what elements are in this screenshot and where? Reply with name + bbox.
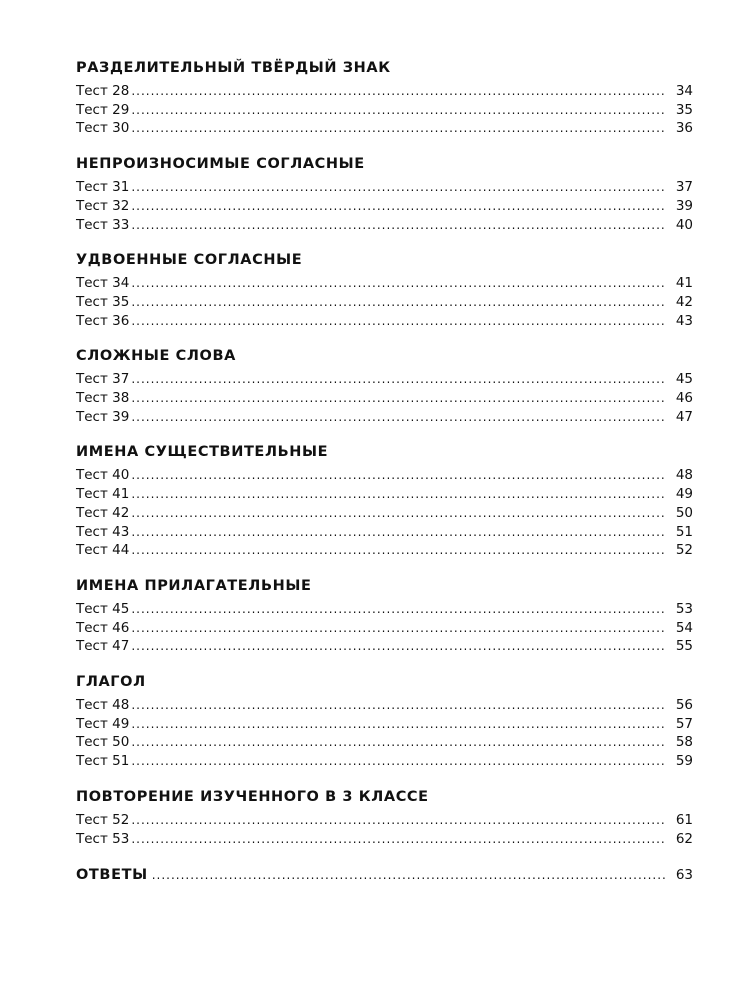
entry-page-number: 58 <box>675 734 693 751</box>
entry-page-number: 34 <box>675 83 693 99</box>
toc-entry[interactable] <box>76 752 693 771</box>
entry-page-number: 36 <box>675 120 693 137</box>
entry-label: Тест 32 <box>76 197 130 214</box>
entry-label: Тест 47 <box>76 638 130 655</box>
entry-page-number: 40 <box>675 216 693 233</box>
entry-label: Тест 41 <box>76 486 130 503</box>
entry-label: Тест 43 <box>76 523 130 540</box>
entry-label: Тест 29 <box>76 101 130 118</box>
toc-entry[interactable] <box>76 696 693 715</box>
dot-leader <box>131 274 667 293</box>
section-title: РАЗДЕЛИТЕЛЬНЫЙ ТВЁРДЫЙ ЗНАК <box>76 60 391 76</box>
toc-entry[interactable] <box>76 619 693 638</box>
entry-page-number: 47 <box>675 408 693 425</box>
dot-leader <box>131 637 667 656</box>
entry-page-number: 42 <box>675 293 693 310</box>
dot-leader <box>131 466 667 485</box>
dot-leader <box>131 312 667 331</box>
toc-entry[interactable] <box>76 466 693 485</box>
entry-page-number: 59 <box>675 753 693 770</box>
toc-section <box>76 250 693 330</box>
dot-leader <box>131 619 667 638</box>
entry-label: Тест 45 <box>76 600 130 617</box>
section-title: УДВОЕННЫЕ СОГЛАСНЫЕ <box>76 252 303 269</box>
dot-leader <box>131 389 667 408</box>
entry-page-number: 61 <box>675 811 693 828</box>
entry-label: Тест 30 <box>76 120 130 137</box>
toc-entry[interactable] <box>76 485 693 504</box>
dot-leader <box>131 752 667 771</box>
toc-entry[interactable] <box>76 541 693 560</box>
entry-label: Тест 39 <box>76 408 130 425</box>
entry-page-number: 52 <box>675 542 693 559</box>
dot-leader <box>131 216 667 235</box>
entry-page-number: 41 <box>675 275 693 292</box>
entry-page-number: 62 <box>675 830 693 847</box>
answers-page-number: 63 <box>675 867 693 884</box>
dot-leader <box>131 293 667 312</box>
entry-page-number: 51 <box>675 523 693 540</box>
dot-leader <box>131 178 667 197</box>
toc-entry[interactable] <box>76 811 693 830</box>
entry-page-number: 57 <box>675 715 693 732</box>
entry-page-number: 55 <box>675 638 693 655</box>
toc-entry[interactable] <box>76 830 693 849</box>
entry-page-number: 53 <box>675 600 693 617</box>
dot-leader <box>131 696 667 715</box>
dot-leader <box>131 523 667 542</box>
toc-entry[interactable] <box>76 293 693 312</box>
dot-leader <box>131 485 667 504</box>
entry-page-number: 49 <box>675 486 693 503</box>
toc-answers-row[interactable] <box>76 864 693 883</box>
entry-label: Тест 38 <box>76 390 130 407</box>
section-title: ПОВТОРЕНИЕ ИЗУЧЕННОГО В 3 КЛАССЕ <box>76 788 429 805</box>
dot-leader <box>131 504 667 523</box>
table-of-contents <box>76 58 693 883</box>
entry-page-number: 50 <box>675 504 693 521</box>
toc-entry[interactable] <box>76 119 693 138</box>
entry-label: Тест 44 <box>76 542 130 559</box>
toc-entry[interactable] <box>76 216 693 235</box>
entry-label: Тест 31 <box>76 179 130 196</box>
dot-leader <box>131 101 667 120</box>
dot-leader <box>131 600 667 619</box>
entry-label: Тест 40 <box>76 467 130 484</box>
section-title: ИМЕНА СУЩЕСТВИТЕЛЬНЫЕ <box>76 444 329 461</box>
dot-leader <box>131 119 667 138</box>
toc-entry[interactable] <box>76 197 693 216</box>
answers-title: ОТВЕТЫ <box>76 867 148 884</box>
toc-section <box>76 672 693 771</box>
entry-page-number: 56 <box>675 697 693 714</box>
section-title: НЕПРОИЗНОСИМЫЕ СОГЛАСНЫЕ <box>76 156 365 173</box>
entry-label: Тест 34 <box>76 275 130 292</box>
entry-label: Тест 35 <box>76 293 130 310</box>
toc-entry[interactable] <box>76 389 693 408</box>
toc-entry[interactable] <box>76 523 693 542</box>
entry-page-number: 39 <box>675 197 693 214</box>
toc-entry[interactable] <box>76 178 693 197</box>
entry-page-number: 46 <box>675 390 693 407</box>
entry-label: Тест 48 <box>76 697 130 714</box>
section-title: ГЛАГОЛ <box>76 674 146 691</box>
entry-page-number: 48 <box>675 467 693 484</box>
entry-page-number: 35 <box>675 101 693 118</box>
entry-label: Тест 28 <box>76 83 130 99</box>
toc-entry[interactable] <box>76 408 693 427</box>
toc-entry[interactable] <box>76 600 693 619</box>
toc-section <box>76 154 693 234</box>
entry-label: Тест 42 <box>76 504 130 521</box>
dot-leader <box>131 541 667 560</box>
dot-leader <box>131 197 667 216</box>
entry-page-number: 43 <box>675 312 693 329</box>
entry-label: Тест 52 <box>76 811 130 828</box>
entry-label: Тест 37 <box>76 371 130 388</box>
toc-sections <box>76 58 693 848</box>
toc-entry[interactable] <box>76 370 693 389</box>
dot-leader <box>131 370 667 389</box>
section-title: ИМЕНА ПРИЛАГАТЕЛЬНЫЕ <box>76 577 312 594</box>
toc-entry[interactable] <box>76 715 693 734</box>
dot-leader <box>131 733 667 752</box>
dot-leader <box>131 715 667 734</box>
dot-leader <box>131 830 667 849</box>
toc-entry[interactable] <box>76 101 693 120</box>
entry-label: Тест 51 <box>76 753 130 770</box>
dot-leader <box>131 82 667 101</box>
toc-entry[interactable] <box>76 733 693 752</box>
entry-page-number: 37 <box>675 179 693 196</box>
toc-section <box>76 58 693 138</box>
entry-label: Тест 50 <box>76 734 130 751</box>
dot-leader <box>152 864 667 883</box>
section-title: СЛОЖНЫЕ СЛОВА <box>76 348 236 365</box>
toc-section <box>76 576 693 656</box>
dot-leader <box>131 408 667 427</box>
entry-label: Тест 49 <box>76 715 130 732</box>
entry-label: Тест 46 <box>76 619 130 636</box>
toc-entry[interactable] <box>76 312 693 331</box>
toc-section <box>76 442 693 560</box>
toc-entry[interactable] <box>76 504 693 523</box>
toc-section <box>76 787 693 848</box>
entry-label: Тест 33 <box>76 216 130 233</box>
toc-entry[interactable] <box>76 274 693 293</box>
toc-entry[interactable] <box>76 637 693 656</box>
dot-leader <box>131 811 667 830</box>
toc-section <box>76 346 693 426</box>
entry-label: Тест 36 <box>76 312 130 329</box>
entry-page-number: 54 <box>675 619 693 636</box>
entry-page-number: 45 <box>675 371 693 388</box>
toc-entry[interactable] <box>76 82 693 101</box>
entry-label: Тест 53 <box>76 830 130 847</box>
